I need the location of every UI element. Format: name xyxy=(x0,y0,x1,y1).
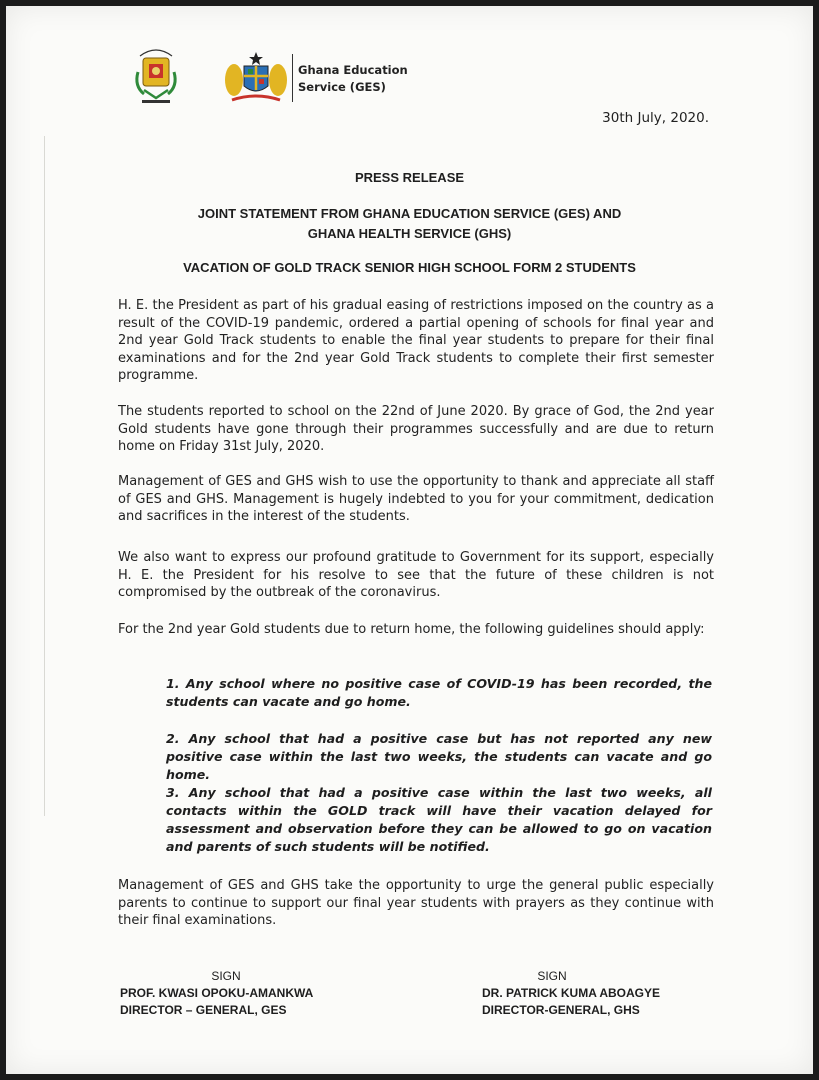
org-name-divider xyxy=(292,54,293,102)
paragraph-2: The students reported to school on the 22nd of June 2020. By grace of God, the 2nd year Gold students have gone through their programmes successfully and are due to return home on Friday 31st July, 2020. xyxy=(118,404,714,454)
signatory-name: PROF. KWASI OPOKU-AMANKWA xyxy=(120,986,314,1000)
sign-label: SIGN xyxy=(537,969,567,983)
paragraph-1: H. E. the President as part of his gradual easing of restrictions imposed on the country as a result of the COVID-19 pandemic, ordered a partial opening of schools for final year and 2nd year Gold Track students to enable the final year students to prepare for their final examinations and for the 2nd year Gold Track students to complete their first semester programme. xyxy=(118,298,714,383)
release-date: 30th July, 2020. xyxy=(602,110,709,126)
joint-heading-line2: GHANA HEALTH SERVICE (GHS) xyxy=(307,226,512,241)
paragraph-5: For the 2nd year Gold students due to return home, the following guidelines should apply: xyxy=(118,622,705,637)
document-page xyxy=(6,6,813,1074)
guideline-item: 3. Any school that had a positive case within the last two weeks, all contacts within the GOLD track will have their vacation delayed for assessment and observation before they can be allowed to go on vacation and parents of such students will be notified. xyxy=(166,785,712,854)
signature-block-ghs xyxy=(482,968,660,1019)
joint-statement-heading xyxy=(6,204,813,244)
org-name-line2: Service (GES) xyxy=(298,80,386,94)
paragraph-4: We also want to express our profound gratitude to Government for its support, especially H. E. the President for his resolve to see that the future of these children is not compromised by the outbreak of the coronavirus. xyxy=(118,550,714,600)
guideline-item: 2. Any school that had a positive case but has not reported any new positive case within the last two weeks, the students can vacate and go home. xyxy=(166,731,712,782)
joint-heading-line1: JOINT STATEMENT FROM GHANA EDUCATION SERVICE (GES) AND xyxy=(197,206,622,221)
ghana-coat-of-arms-icon xyxy=(224,50,288,106)
paragraph-6: Management of GES and GHS take the opportunity to urge the general public especially parents to continue to support our final year students with prayers as they continue with their final examinations. xyxy=(118,878,714,928)
press-release-heading: PRESS RELEASE xyxy=(354,170,465,185)
paragraph-3: Management of GES and GHS wish to use the opportunity to thank and appreciate all staff of GES and GHS. Management is hugely indebted to you for your commitment, dedication and sacrifices in the interest of the students. xyxy=(118,474,714,524)
ges-emblem-icon xyxy=(130,42,182,108)
signature-block-ges xyxy=(120,968,332,1019)
signatory-title: DIRECTOR-GENERAL, GHS xyxy=(482,1003,640,1017)
org-name xyxy=(298,62,408,96)
guideline-item: 1. Any school where no positive case of COVID-19 has been recorded, the students can vacate and go home. xyxy=(166,676,712,709)
signatory-title: DIRECTOR – GENERAL, GES xyxy=(120,1003,287,1017)
org-name-line1: Ghana Education xyxy=(298,63,408,77)
vacation-heading: VACATION OF GOLD TRACK SENIOR HIGH SCHOOL FORM 2 STUDENTS xyxy=(183,260,636,275)
sign-label: SIGN xyxy=(211,969,241,983)
signatory-name: DR. PATRICK KUMA ABOAGYE xyxy=(482,986,660,1000)
